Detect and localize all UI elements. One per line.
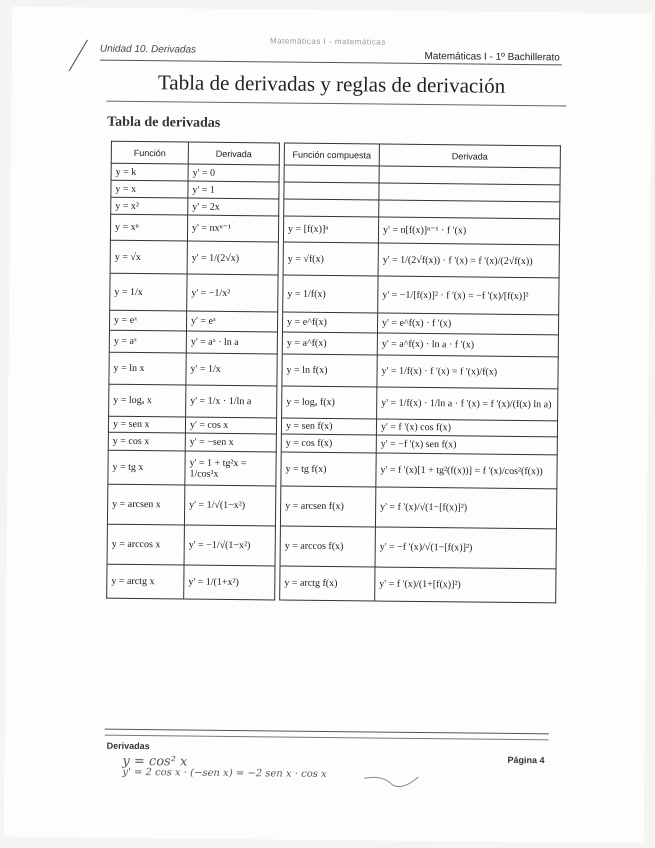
composite-derivative-cell: y' = e^f(x) · f '(x) xyxy=(377,313,558,335)
table-row xyxy=(109,352,558,389)
derivative-cell: y' = nxⁿ⁻¹ xyxy=(187,215,278,242)
footer-section: Derivadas xyxy=(106,740,150,752)
function-cell: y = 1/x xyxy=(110,273,187,311)
table-row xyxy=(107,484,556,529)
title-rule xyxy=(106,101,566,107)
derivative-cell: y' = −1/√(1−x²) xyxy=(184,525,275,566)
composite-derivative-cell: y' = f '(x)[1 + tg²(f(x))] = f '(x)/cos²(f(x)) xyxy=(376,453,557,489)
composite-derivative-cell: y' = 1/f(x) · f '(x) = f '(x)/f(x) xyxy=(377,355,558,389)
function-cell: y = x² xyxy=(111,197,188,215)
composite-function-cell: y = √f(x) xyxy=(283,242,378,276)
composite-derivative-cell xyxy=(379,183,560,202)
derivative-cell: y' = 1/(2√x) xyxy=(187,241,278,275)
header-course: Matemáticas I - 1º Bachillerato xyxy=(424,50,560,64)
function-cell: y = arccos x xyxy=(107,524,184,565)
function-cell: y = ln x xyxy=(109,352,186,385)
composite-function-cell: y = 1/f(x) xyxy=(283,275,378,313)
composite-derivative-cell: y' = f '(x) cos f(x) xyxy=(376,419,557,437)
margin-line xyxy=(69,40,88,71)
composite-function-cell: y = [f(x)]ⁿ xyxy=(283,216,378,243)
composite-function-cell: y = cos f(x) xyxy=(281,434,376,453)
handwritten-note-line-2: y' = 2 cos x · (−sen x) = −2 sen x · cos x xyxy=(122,766,327,781)
footer-rule xyxy=(105,729,549,735)
composite-derivative-cell: y' = 1/f(x) · 1/ln a · f '(x) = f '(x)/(f(x) ln a) xyxy=(377,387,558,421)
derivative-cell: y' = 2x xyxy=(188,198,279,216)
derivative-cell: y' = 1/x · 1/ln a xyxy=(186,385,277,418)
composite-derivative-cell: y' = −f '(x) sen f(x) xyxy=(376,435,557,455)
composite-function-cell: y = ln f(x) xyxy=(282,354,377,387)
composite-function-cell xyxy=(284,165,379,183)
composite-function-cell: y = arctg f(x) xyxy=(280,566,375,601)
page-title: Tabla de derivadas y reglas de derivación xyxy=(157,70,506,98)
col-header-composite: Función compuesta xyxy=(284,143,379,166)
table-row xyxy=(110,273,559,315)
function-cell: y = arcsen x xyxy=(107,484,184,525)
function-cell: y = k xyxy=(111,163,188,181)
function-cell: y = tg x xyxy=(108,450,185,485)
derivative-cell: y' = −1/x² xyxy=(187,274,278,312)
composite-derivative-cell xyxy=(379,166,560,185)
composite-function-cell: y = e^f(x) xyxy=(282,312,377,333)
composite-derivative-cell: y' = f '(x)/√(1−[f(x)]²) xyxy=(375,487,556,529)
function-cell: y = cos x xyxy=(108,432,185,451)
table-row xyxy=(110,240,559,278)
derivative-cell: y' = cos x xyxy=(185,417,276,434)
composite-derivative-cell: y' = −f '(x)/√(1−[f(x)]²) xyxy=(375,527,556,569)
table-row xyxy=(107,564,556,603)
function-cell: y = xⁿ xyxy=(110,214,187,241)
derivative-cell: y' = aˣ · ln a xyxy=(186,331,277,354)
table-body xyxy=(107,163,561,603)
composite-derivative-cell: y' = −1/[f(x)]² · f '(x) = −f '(x)/[f(x)]² xyxy=(378,276,559,315)
col-header-derivative: Derivada xyxy=(188,142,279,165)
composite-derivative-cell: y' = 1/(2√f(x)) · f '(x) = f '(x)/(2√f(x)) xyxy=(378,243,559,278)
section-subtitle: Tabla de derivadas xyxy=(107,114,221,131)
function-cell: y = √x xyxy=(110,240,187,274)
table-row xyxy=(109,384,558,421)
derivative-cell: y' = 1/(1+x²) xyxy=(184,565,275,600)
derivative-cell: y' = 1 xyxy=(188,181,279,199)
derivative-cell: y' = 1/√(1−x²) xyxy=(184,485,275,526)
function-cell: y = aˣ xyxy=(109,330,186,353)
col-header-composite-derivative: Derivada xyxy=(379,144,560,168)
composite-derivative-cell xyxy=(379,200,560,219)
derivative-cell: y' = 0 xyxy=(188,164,279,182)
function-cell: y = sen x xyxy=(108,416,185,433)
page-number: Página 4 xyxy=(507,754,545,766)
derivative-cell: y' = 1 + tg²x = 1/cos²x xyxy=(185,451,276,486)
function-cell: y = eˣ xyxy=(109,310,186,331)
function-cell: y = x xyxy=(111,180,188,198)
table-row xyxy=(108,450,557,489)
composite-derivative-cell: y' = a^f(x) · ln a · f '(x) xyxy=(377,333,558,357)
composite-derivative-cell: y' = f '(x)/(1+[f(x)]²) xyxy=(375,567,556,603)
col-header-function: Función xyxy=(111,141,188,164)
composite-derivative-cell: y' = n[f(x)]ⁿ⁻¹ · f '(x) xyxy=(378,217,559,245)
composite-function-cell: y = arcsen f(x) xyxy=(280,486,375,527)
derivative-cell: y' = eˣ xyxy=(186,311,277,332)
composite-function-cell: y = sen f(x) xyxy=(281,418,376,435)
composite-function-cell: y = arccos f(x) xyxy=(280,526,375,567)
table-row xyxy=(107,524,556,569)
composite-function-cell: y = a^f(x) xyxy=(282,332,377,355)
derivative-cell: y' = 1/x xyxy=(186,353,277,386)
document-page xyxy=(4,7,653,844)
header-faint-text: Matemáticas I - matemáticas xyxy=(269,36,386,47)
composite-function-cell xyxy=(284,199,379,217)
header-unit: Unidad 10. Derivadas xyxy=(99,43,197,56)
composite-function-cell: y = tg f(x) xyxy=(281,452,376,487)
composite-function-cell: y = logₐ f(x) xyxy=(282,386,377,419)
function-cell: y = arctg x xyxy=(107,564,184,599)
handwritten-note-line-1: y = cos² x xyxy=(122,753,188,770)
footer-rule-thin xyxy=(105,735,549,741)
composite-function-cell xyxy=(284,182,379,200)
derivatives-table xyxy=(106,141,561,604)
function-cell: y = logₐ x xyxy=(109,384,186,417)
derivative-cell: y' = −sen x xyxy=(185,433,276,452)
pen-scribble xyxy=(362,772,422,793)
